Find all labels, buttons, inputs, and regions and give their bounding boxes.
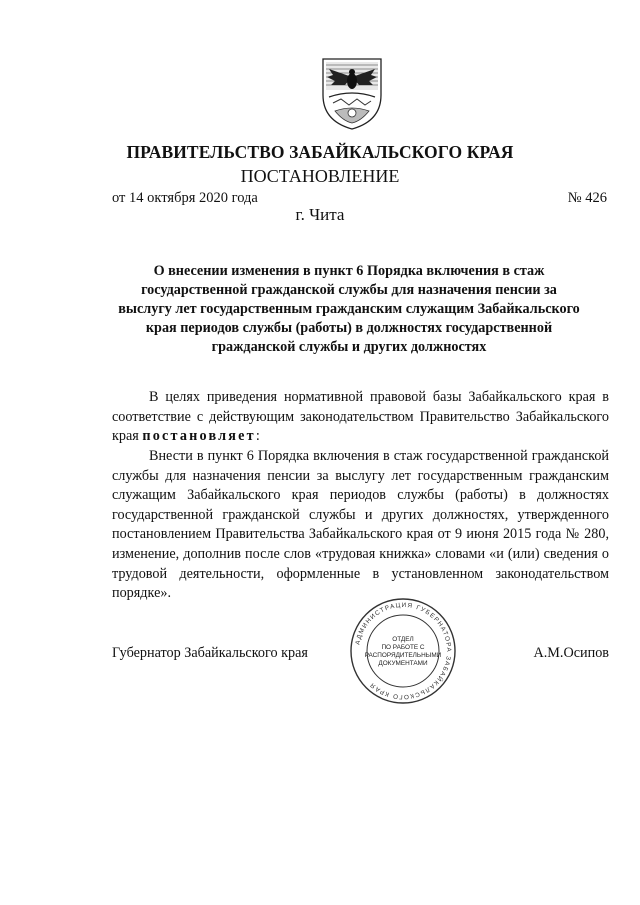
amendment-paragraph: Внести в пункт 6 Порядка включения в стаж государственной гражданской службы для назначения пенсии за выслугу лет государственным гражданским служащим Забайкальского края периодов службы (работы) в должностях государственной гражданской службы и других должностях, утвержденного постановлением Правительства Забайкальского края от 9 июня 2015 года № 280, изменение, дополнив после слов «трудовая книжка» словами «и (или) сведения о трудовой деятельности, оформленные в установленном законодательством порядке». (112, 448, 609, 602)
document-city: г. Чита (295, 205, 345, 224)
document-number: № 426 (567, 190, 607, 206)
preamble-end: : (255, 428, 260, 445)
official-stamp (348, 596, 458, 706)
organization-title: ПРАВИТЕЛЬСТВО ЗАБАЙКАЛЬСКОГО КРАЯ (126, 142, 514, 162)
heading-line: выслугу лет государственным гражданским служащим Забайкальского (118, 301, 580, 317)
stamp-line: ДОКУМЕНТАМИ (378, 660, 428, 667)
heading-line: государственной гражданской службы для назначения пенсии за (141, 282, 557, 298)
signatory-name: А.М.Осипов (533, 645, 609, 661)
heading-line: края периодов службы (работы) в должностях государственной (145, 320, 553, 336)
stamp-line: РАСПОРЯДИТЕЛЬНЫМИ (364, 652, 442, 659)
stamp-ring-text: АДМИНИСТРАЦИЯ ГУБЕРНАТОРА ЗАБАЙКАЛЬСКОГО КРАЯ (354, 601, 453, 701)
stamp-line: ПО РАБОТЕ С (381, 644, 425, 651)
resolves-word: постановляет (142, 428, 256, 445)
stamp-line: ОТДЕЛ (392, 636, 414, 643)
document-date: от 14 октября 2020 года (112, 190, 258, 206)
heading-line: О внесении изменения в пункт 6 Порядка включения в стаж (153, 263, 545, 279)
coat-of-arms-icon (321, 55, 383, 131)
preamble-paragraph (112, 388, 609, 447)
heading-line: гражданской службы и других должностях (211, 339, 487, 355)
document-type: ПОСТАНОВЛЕНИЕ (240, 166, 400, 186)
preamble-text: В целях приведения нормативной правовой базы Забайкальского края в соответствие с действующим законодательством Правительство Забайкальского края (112, 389, 609, 445)
document-heading (118, 262, 580, 357)
signatory-role: Губернатор Забайкальского края (112, 645, 308, 661)
